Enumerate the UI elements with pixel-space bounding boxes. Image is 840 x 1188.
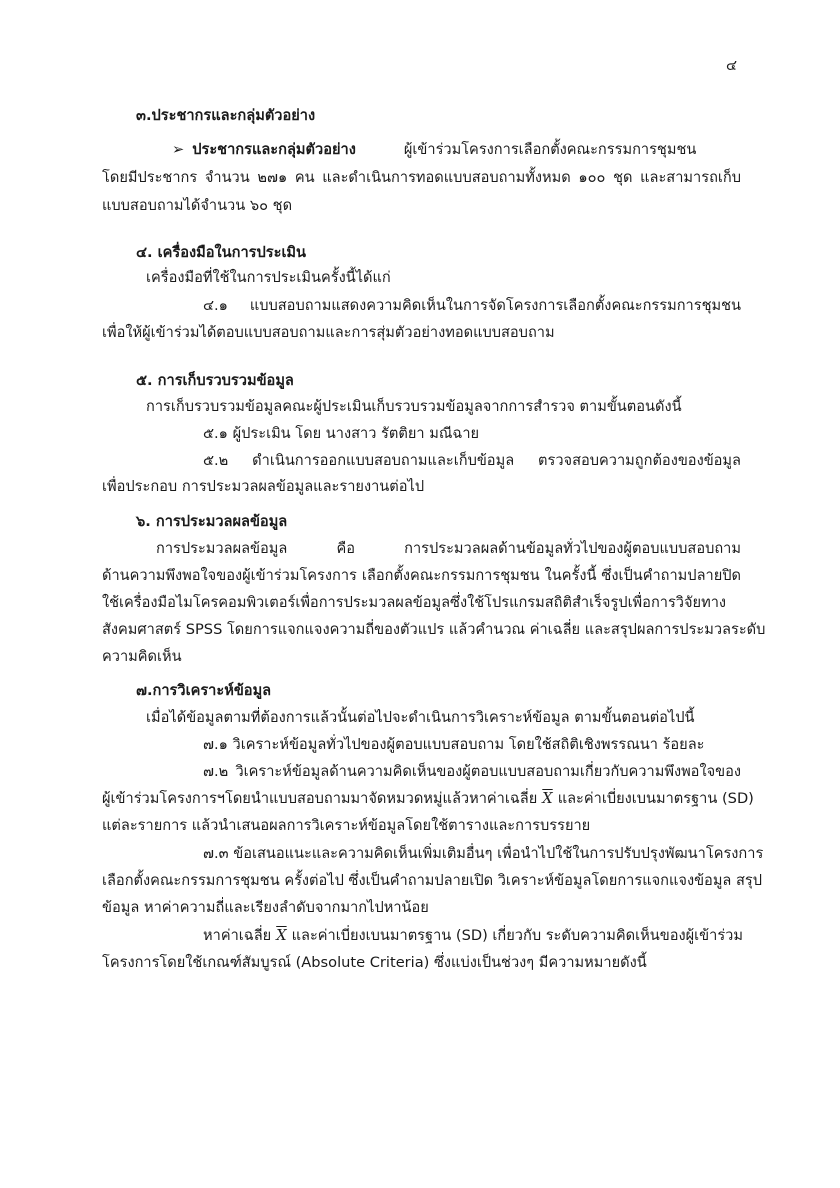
section-7-item-3-line-2: เลือกตั้งคณะกรรมการชุมชน ครั้งต่อไป ซึ่งเป็นคำถามปลายเปิด วิเคราะห์ข้อมูลโดยการแจกแจงข้อมูล สรุป: [102, 872, 763, 889]
section-7-intro: เมื่อได้ข้อมูลตามที่ต้องการแล้วนั้นต่อไปจะดำเนินการวิเคราะห์ข้อมูล ตามขั้นตอนต่อไปนี้: [146, 709, 695, 726]
section-4-intro: เครื่องมือที่ใช้ในการประเมินครั้งนี้ได้แก่: [146, 269, 391, 286]
mean-symbol-2: $\overline{X}$: [276, 927, 287, 944]
section-6-line-4: สังคมศาสตร์ SPSS โดยการแจกแจงความถี่ของตัวแปร แล้วคำนวณ ค่าเฉลี่ย และสรุปผลการประมวลระดับ: [102, 621, 766, 638]
mean-text-b: และค่าเบี่ยงเบนมาตรฐาน (SD) เกี่ยวกับ ระดับความคิดเห็นของผู้เข้าร่วม: [291, 927, 743, 944]
section-7-mean-line-2: โครงการโดยใช้เกณฑ์สัมบูรณ์ (Absolute Criteria) ซึ่งแบ่งเป็นช่วงๆ มีความหมายดังนี้: [102, 954, 647, 971]
section-6-line-5: ความคิดเห็น: [102, 648, 182, 665]
section-6-line-1: การประมวลผลข้อมูล คือ การประมวลผลด้านข้อมูลทั่วไปของผู้ตอบแบบสอบถาม: [156, 540, 741, 557]
section-3-bullet-line: [172, 140, 696, 160]
section-5-item-1: ๕.๑ ผู้ประเมิน โดย นางสาว รัตติยา มณีฉาย: [203, 425, 480, 442]
section-7-item-1: ๗.๑ วิเคราะห์ข้อมูลทั่วไปของผู้ตอบแบบสอบถาม โดยใช้สถิติเชิงพรรณนา ร้อยละ: [203, 736, 705, 753]
section-7-item-2-line-2: [102, 789, 754, 809]
section-4-heading: ๔. เครื่องมือในการประเมิน: [136, 244, 307, 261]
section-3-line-2: โดยมีประชากร จำนวน ๒๗๑ คน และดำเนินการทอดแบบสอบถามทั้งหมด ๑๐๐ ชุด และสามารถเก็บ: [102, 169, 741, 186]
mean-text-a: หาค่าเฉลี่ย: [203, 927, 272, 944]
section-7-item-2-line-3: แต่ละรายการ แล้วนำเสนอผลการวิเคราะห์ข้อมูลโดยใช้ตารางและการบรรยาย: [102, 817, 591, 834]
section-6-heading: ๖. การประมวลผลข้อมูล: [136, 513, 288, 530]
section-7-item-3-line-1: ๗.๓ ข้อเสนอแนะและความคิดเห็นเพิ่มเติมอื่นๆ เพื่อนำไปใช้ในการปรับปรุงพัฒนาโครงการ: [203, 845, 764, 862]
section-7-heading: ๗.การวิเคราะห์ข้อมูล: [136, 682, 272, 699]
section-7-item-2-line-1: ๗.๒ วิเคราะห์ข้อมูลด้านความคิดเห็นของผู้ตอบแบบสอบถามเกี่ยวกับความพึงพอใจของ: [203, 763, 741, 780]
section-3-bullet-text: ผู้เข้าร่วมโครงการเลือกตั้งคณะกรรมการชุมชน: [403, 141, 697, 158]
section-4-item-1-line-1: ๔.๑ แบบสอบถามแสดงความคิดเห็นในการจัดโครงการเลือกตั้งคณะกรรมการชุมชน: [203, 297, 741, 314]
section-7-mean-line-1: [203, 926, 741, 946]
item-2-text-a: ผู้เข้าร่วมโครงการฯโดยนำแบบสอบถามมาจัดหมวดหมู่แล้วหาค่าเฉลี่ย: [102, 790, 538, 807]
arrow-bullet-icon: ➢: [172, 141, 185, 158]
section-5-heading: ๕. การเก็บรวบรวมข้อมูล: [136, 372, 294, 389]
section-3-heading: ๓.ประชากรและกลุ่มตัวอย่าง: [136, 107, 316, 124]
section-3-line-3: แบบสอบถามได้จำนวน ๖๐ ชุด: [102, 197, 293, 214]
section-5-item-2-line-1: ๕.๒ ดำเนินการออกแบบสอบถามและเก็บข้อมูล ตรวจสอบความถูกต้องของข้อมูล: [203, 452, 741, 469]
mean-symbol: $\overline{X}$: [542, 790, 553, 807]
page-number: ๔: [726, 57, 738, 74]
section-5-intro: การเก็บรวบรวมข้อมูลคณะผู้ประเมินเก็บรวบรวมข้อมูลจากการสำรวจ ตามขั้นตอนดังนี้: [146, 398, 682, 415]
item-2-text-b: และค่าเบี่ยงเบนมาตรฐาน (SD): [557, 790, 754, 807]
section-4-item-1-line-2: เพื่อให้ผู้เข้าร่วมได้ตอบแบบสอบถามและการสุ่มตัวอย่างทอดแบบสอบถาม: [102, 324, 555, 341]
section-6-line-3: ใช้เครื่องมือไมโครคอมพิวเตอร์เพื่อการประมวลผลข้อมูลซึ่งใช้โปรแกรมสถิติสำเร็จรูปเพื่อการวิจัยทาง: [102, 594, 727, 611]
section-5-item-2-line-2: เพื่อประกอบ การประมวลผลข้อมูลและรายงานต่อไป: [102, 478, 425, 495]
section-7-item-3-line-3: ข้อมูล หาค่าความถี่และเรียงลำดับจากมากไปหาน้อย: [102, 899, 429, 916]
section-3-bullet-label: ประชากรและกลุ่มตัวอย่าง: [192, 141, 356, 158]
section-6-line-2: ด้านความพึงพอใจของผู้เข้าร่วมโครงการ เลือกตั้งคณะกรรมการชุมชน ในครั้งนี้ ซึ่งเป็นคำถามปลายปิด: [102, 567, 741, 584]
